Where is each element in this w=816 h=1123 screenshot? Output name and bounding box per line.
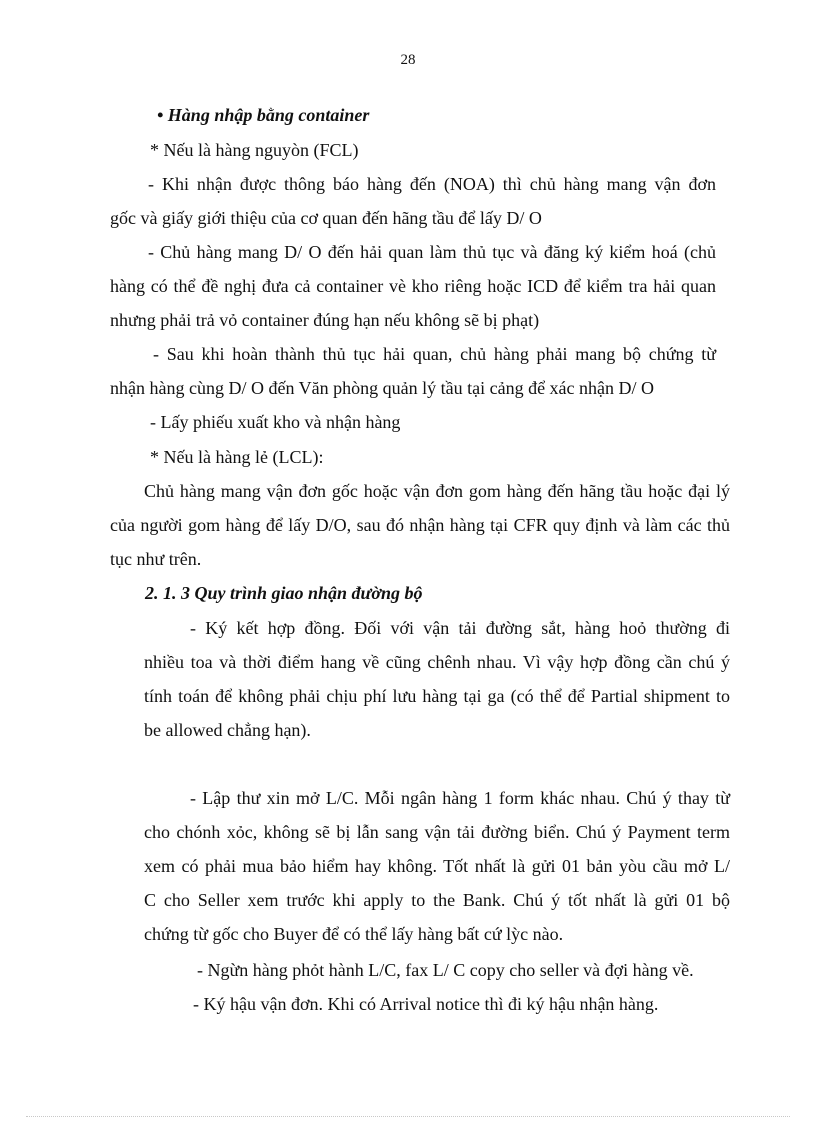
fcl-p4: - Lấy phiếu xuất kho và nhận hàng xyxy=(150,412,401,432)
road-p1-line1: - Ký kết hợp đồng. Đối với vận tải đường sắt, hàng hoỏ thường đi xyxy=(190,618,730,638)
road-p4: - Ký hậu vận đơn. Khi có Arrival notice thì đi ký hậu nhận hàng. xyxy=(193,994,659,1014)
road-p2-line3: xem có phải mua bảo hiểm hay không. Tốt nhất là gửi 01 bản yòu cầu mở L/ xyxy=(144,856,730,876)
road-p2-line2: cho chónh xỏc, không sẽ bị lẫn sang vận tải đường biển. Chú ý Payment term xyxy=(144,822,730,842)
fcl-p1-line1: - Khi nhận được thông báo hàng đến (NOA) thì chủ hàng mang vận đơn xyxy=(148,174,716,194)
page-bottom-border xyxy=(26,1116,790,1117)
fcl-p2-line3: nhưng phải trả vỏ container đúng hạn nếu không sẽ bị phạt) xyxy=(110,310,540,330)
heading-road-procedure: 2. 1. 3 Quy trình giao nhận đường bộ xyxy=(145,583,423,603)
road-p1-line2: nhiều toa và thời điểm hang về cũng chênh nhau. Vì vậy hợp đồng cần chú ý xyxy=(144,652,730,672)
page-number: 28 xyxy=(400,52,416,68)
road-p2-line4: C cho Seller xem trước khi apply to the Bank. Chú ý tốt nhất là gửi 01 bộ xyxy=(144,890,730,910)
fcl-p2-line1: - Chủ hàng mang D/ O đến hải quan làm thủ tục và đăng ký kiểm hoá (chủ xyxy=(148,242,716,262)
heading-fcl: * Nếu là hàng nguyòn (FCL) xyxy=(150,140,359,160)
road-p1-line3: tính toán để không phải chịu phí lưu hàng tại ga (có thể để Partial shipment to xyxy=(144,686,730,706)
road-p3: - Ngừn hàng phỏt hành L/C, fax L/ C copy cho seller và đợi hàng về. xyxy=(197,960,694,980)
fcl-p3-line2: nhận hàng cùng D/ O đến Văn phòng quản lý tầu tại cảng để xác nhận D/ O xyxy=(110,378,655,398)
fcl-p1-line2: gốc và giấy giới thiệu của cơ quan đến hãng tầu để lấy D/ O xyxy=(110,208,542,228)
road-p2-line5: chứng từ gốc cho Buyer để có thể lấy hàng bất cứ lỳc nào. xyxy=(144,924,564,944)
heading-imported-container: • Hàng nhập bằng container xyxy=(157,105,370,125)
lcl-line3: tục như trên. xyxy=(110,549,202,569)
road-p2-line1: - Lập thư xin mở L/C. Mỗi ngân hàng 1 form khác nhau. Chú ý thay từ xyxy=(190,788,730,808)
lcl-line1: Chủ hàng mang vận đơn gốc hoặc vận đơn gom hàng đến hãng tầu hoặc đại lý xyxy=(144,481,730,501)
fcl-p2-line2: hàng có thể đề nghị đưa cả container vè kho riêng hoặc ICD để kiểm tra hải quan xyxy=(110,276,716,296)
road-p1-line4: be allowed chẳng hạn). xyxy=(144,720,311,740)
fcl-p3-line1: - Sau khi hoàn thành thủ tục hải quan, chủ hàng phải mang bộ chứng từ xyxy=(153,344,716,364)
heading-lcl: * Nếu là hàng lẻ (LCL): xyxy=(150,447,324,467)
lcl-line2: của người gom hàng để lấy D/O, sau đó nhận hàng tại CFR quy định và làm các thủ xyxy=(110,515,730,535)
